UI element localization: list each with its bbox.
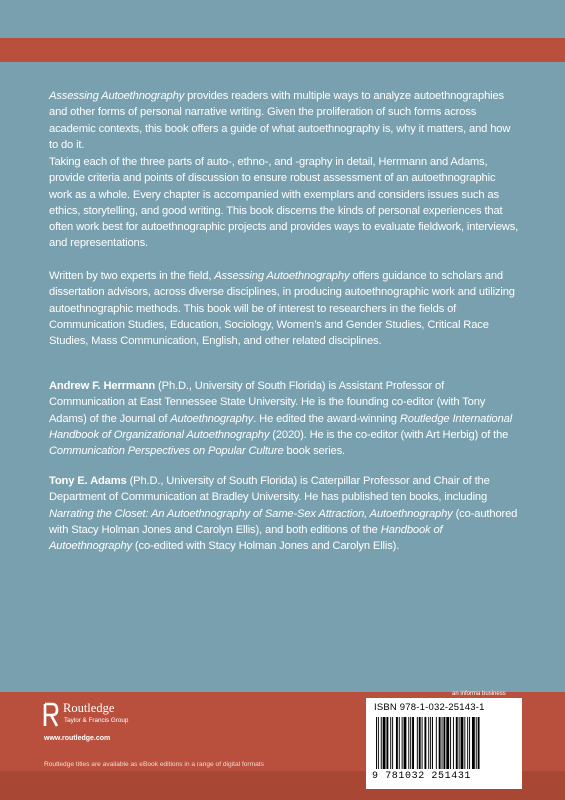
description-text: provides readers with multiple ways to analyze autoethnographies and other forms of personal narrative writing. Given the proliferation of such forms across academic contexts, this book offers a guide of what autoethnography is, why it matters, and how to do it. <box>49 90 511 151</box>
bio-title: Narrating the Closet: An Autoethnography of Same-Sex Attraction, Autoethnography <box>49 507 453 520</box>
publisher-name: Routledge <box>63 701 115 715</box>
author-bio-herrmann <box>49 378 521 459</box>
bio-text: (Ph.D., University of South Florida) is Caterpillar Professor and Chair of the Department of Communication at Bradley University. He has published ten books, including <box>49 475 490 504</box>
description-paragraph-3 <box>49 268 521 349</box>
barcode-box <box>366 698 522 789</box>
bio-text: . He edited the award-winning <box>253 412 400 425</box>
bio-title: Handbook of Autoethnography <box>49 523 443 553</box>
bio-text: (co-edited with Stacy Holman Jones and Carolyn Ellis). <box>131 540 400 553</box>
book-title: Assessing Autoethnography <box>214 270 350 282</box>
top-red-band <box>0 38 565 62</box>
routledge-r-icon <box>42 702 60 728</box>
bio-title: Routledge International Handbook of Organizational Autoethnography <box>49 412 513 441</box>
publisher-logo <box>42 701 182 751</box>
book-title: Assessing Autoethnography <box>49 90 185 102</box>
bio-text: (co-authored with Stacy Holman Jones and Carolyn Ellis), and both editions of the <box>49 507 518 536</box>
bio-text: book series. <box>283 445 346 458</box>
bio-title: Communication Perspectives on Popular Culture <box>49 445 284 458</box>
isbn-label: ISBN 978-1-032-25143-1 <box>374 702 485 713</box>
barcode-icon <box>374 717 514 771</box>
ebook-note: Routledge titles are available as eBook editions in a range of digital formats <box>44 761 264 768</box>
author-name: Andrew F. Herrmann <box>49 380 156 392</box>
informa-tagline: an informa business <box>452 691 506 697</box>
description-text: offers guidance to scholars and dissertation advisors, across diverse disciplines, in producing autoethnographic work and utilizing autoethnographic methods. This book will be of interest to researchers in the fields of Communication Studies, Education, Sociology, Women’s and Gender Studies, Critical Race Studies, Mass Communication, English, and other related disciplines. <box>49 270 515 348</box>
publisher-group: Taylor & Francis Group <box>64 717 129 724</box>
publisher-url: www.routledge.com <box>44 735 111 742</box>
description-paragraph-1 <box>49 88 521 153</box>
barcode-number: 9 781032 251431 <box>372 771 472 782</box>
author-bio-adams <box>49 473 521 554</box>
bio-text: (Ph.D., University of South Florida) is Assistant Professor of Communication at East Tennessee State University. He is the founding co-editor (with Tony Adams) of the Journal of <box>49 380 486 425</box>
author-name: Tony E. Adams <box>49 475 127 487</box>
description-text: Taking each of the three parts of auto-, ethno-, and -graphy in detail, Herrmann and Adams, provide criteria and points of discussion to ensure robust assessment of an autoethnographic work as a whole. Every chapter is accompanied with exemplars and considers issues such as ethics, storytelling, and good writing. This book discerns the kinds of personal experiences that often work best for autoethnographic projects and provides ways to evaluate fieldwork, interviews, and representations. <box>49 156 519 250</box>
bio-text: (2020). He is the co-editor (with Art Herbig) of the <box>269 428 509 441</box>
description-paragraph-2 <box>49 154 521 252</box>
description-text: Written by two experts in the field, <box>49 270 215 282</box>
bio-title: Autoethnography <box>170 412 254 425</box>
